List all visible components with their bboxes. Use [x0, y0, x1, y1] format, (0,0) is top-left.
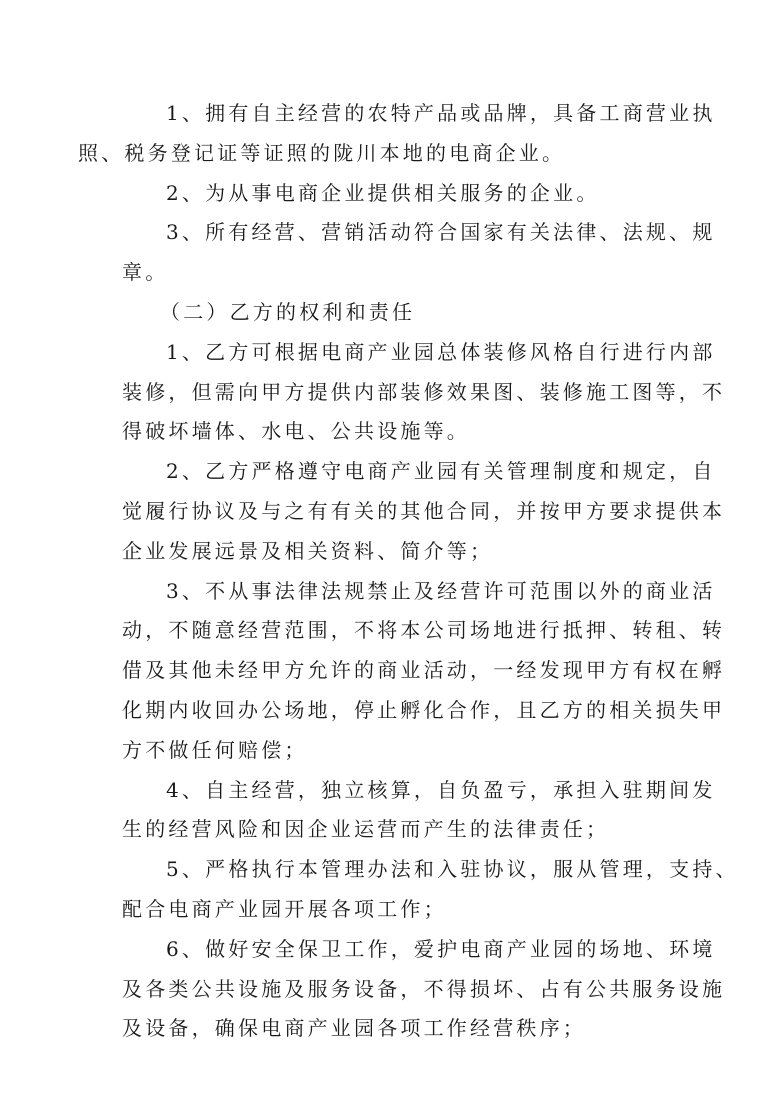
- paragraph-line: 及设备，确保电商产业园各项工作经营秩序；: [122, 1016, 586, 1041]
- paragraph-line: 借及其他未经甲方允许的商业活动，一经发现甲方有权在孵: [122, 658, 726, 683]
- paragraph-line: 6、做好安全保卫工作，爱护电商产业园的场地、环境: [166, 936, 716, 961]
- paragraph-5: [122, 333, 726, 452]
- paragraph-line: 1、拥有自主经营的农特产品或品牌，具备工商营业执: [166, 101, 716, 125]
- paragraph-line: 3、不从事法律法规禁止及经营许可范围以外的商业活: [166, 578, 716, 603]
- paragraph-2: [122, 174, 686, 214]
- paragraph-line: 配合电商产业园开展各项工作；: [122, 896, 447, 921]
- document-body: [78, 94, 739, 1049]
- paragraph-line: 照、税务登记证等证照的陇川本地的电商企业。: [78, 140, 566, 165]
- paragraph-line: 1、乙方可根据电商产业园总体装修风格自行进行内部: [166, 339, 716, 364]
- paragraph-line: 动，不随意经营范围，不将本公司场地进行抵押、转租、转: [122, 618, 726, 643]
- paragraph-line: 装修，但需向甲方提供内部装修效果图、装修施工图等，不: [122, 379, 726, 404]
- paragraph-line: 生的经营风险和因企业运营而产生的法律责任；: [122, 817, 610, 842]
- paragraph-7: [122, 572, 726, 771]
- paragraph-line: 3、所有经营、营销活动符合国家有关法律、法规、规: [166, 220, 716, 245]
- section-heading-text: （二）乙方的权利和责任: [160, 299, 416, 324]
- paragraph-line: 5、严格执行本管理办法和入驻协议，服从管理，支持、: [166, 857, 739, 882]
- paragraph-line: 企业发展远景及相关资料、简介等；: [122, 538, 494, 563]
- paragraph-line: 觉履行协议及与之有有关的其他合同，并按甲方要求提供本: [122, 498, 726, 523]
- paragraph-line: 得破坏墙体、水电、公共设施等。: [122, 419, 470, 444]
- paragraph-3: [122, 213, 716, 293]
- paragraph-line: 2、为从事电商企业提供相关服务的企业。: [166, 180, 600, 205]
- paragraph-line: 4、自主经营，独立核算，自负盈亏，承担入驻期间发: [166, 777, 716, 802]
- section-heading: [122, 293, 686, 333]
- paragraph-line: 化期内收回办公场地，停止孵化合作，且乙方的相关损失甲: [122, 697, 726, 722]
- paragraph-1: [78, 94, 716, 174]
- paragraph-10: [122, 930, 726, 1049]
- paragraph-line: 章。: [122, 260, 169, 285]
- paragraph-line: 及各类公共设施及服务设备，不得损坏、占有公共服务设施: [122, 976, 726, 1001]
- paragraph-6: [122, 452, 726, 571]
- paragraph-8: [122, 771, 716, 851]
- paragraph-line: 方不做任何赔偿；: [122, 737, 308, 762]
- paragraph-9: [122, 850, 739, 930]
- paragraph-line: 2、乙方严格遵守电商产业园有关管理制度和规定，自: [166, 459, 716, 484]
